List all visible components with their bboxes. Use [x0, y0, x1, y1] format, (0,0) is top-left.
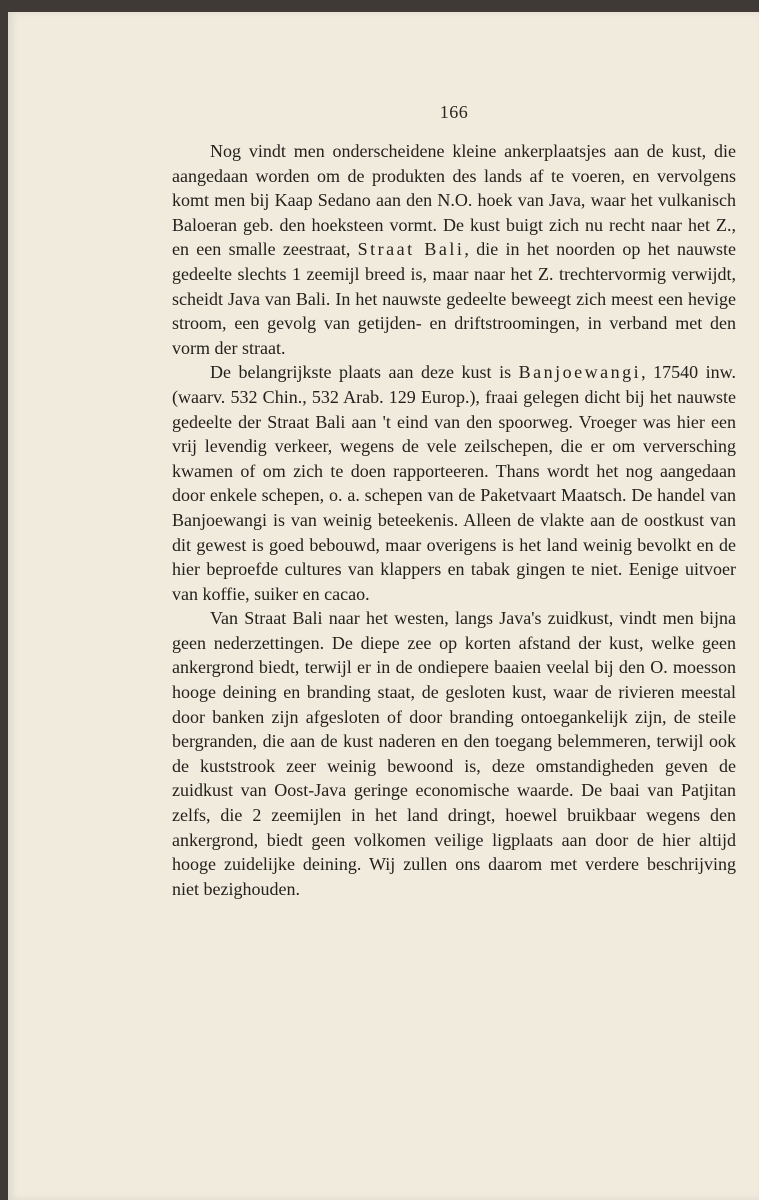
page-content: [172, 102, 736, 901]
paragraph-text: , 17540 inw. (waarv. 532 Chin., 532 Arab. 129 Europ.), fraai gelegen dicht bij het nauwste gedeelte der Straat Bali aan 't eind van den spoorweg. Vroeger was hier een vrij levendig verkeer, wegens de vele zeilschepen, die er om verversching kwamen of om zich te doen rapporteeren. Thans wordt het nog aangedaan door enkele schepen, o. a. schepen van de Paketvaart Maatsch. De handel van Banjoewangi is van weinig beteekenis. Alleen de vlakte aan de oostkust van dit gewest is goed bebouwd, maar overigens is het land weinig bevolkt en de hier beproefde cultures van klappers en tabak gingen te niet. Eenige uitvoer van koffie, suiker en cacao.: [172, 362, 736, 604]
paragraph-3: [172, 606, 736, 901]
book-page: [8, 12, 759, 1200]
place-name-straat-bali: Straat Bali: [357, 239, 465, 260]
page-number: 166: [439, 102, 469, 122]
paragraph-text: Van Straat Bali naar het westen, langs Java's zuidkust, vindt men bijna geen nederzettingen. De diepe zee op korten afstand der kust, welke geen ankergrond biedt, terwijl er in de ondiepere baaien veelal bij den O. moesson hooge deining en branding staat, de gesloten kust, waar de rivieren meestal door banken zijn afgesloten of door branding ontoegankelijk zijn, de steile bergranden, die aan de kust naderen en den toegang belemmeren, terwijl ook de kuststrook zeer weinig bewoond is, deze omstandigheden geven de zuidkust van Oost-Java geringe economische waarde. De baai van Patjitan zelfs, die 2 zeemijlen in het land dringt, hoewel bruikbaar wegens den ankergrond, biedt geen volkomen veilige ligplaats aan door de hier altijd hooge zuidelijke deining. Wij zullen ons daarom met verdere beschrijving niet bezighouden.: [172, 608, 736, 899]
paragraph-text: De belangrijkste plaats aan deze kust is: [210, 362, 519, 383]
paragraph-1: [172, 139, 736, 360]
paragraph-text: Nog vindt men onderscheidene kleine ankerplaatsjes aan de kust, die aangedaan worden om de produkten des lands af te voeren, en vervolgens komt men bij Kaap Sedano aan den N.O. hoek van Java, waar het vulkanisch Baloeran geb. den hoeksteen vormt. De kust buigt zich nu recht naar het Z., en een smalle zeestraat,: [172, 141, 736, 260]
paragraph-2: [172, 360, 736, 606]
paragraph-text: , die in het noorden op het nauwste gedeelte slechts 1 zeemijl breed is, maar naar het Z. trechtervormig verwijdt, scheidt Java van Bali. In het nauwste gedeelte beweegt zich meest een hevige stroom, een gevolg van getijden- en driftstroomingen, in verband met den vorm der straat.: [172, 239, 736, 358]
place-name-banjoewangi: Banjoewangi: [518, 362, 642, 383]
